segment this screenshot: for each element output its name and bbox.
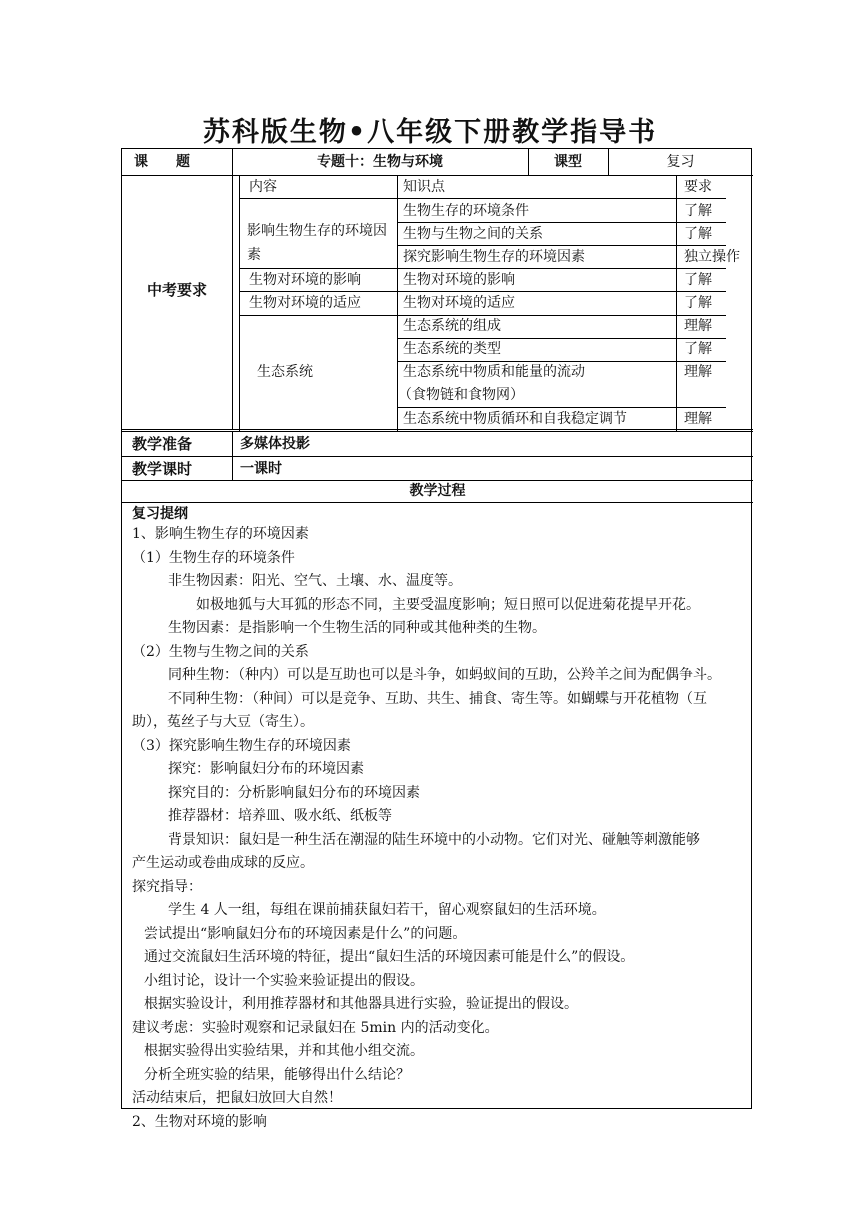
process-line: 同种生物：（种内）可以是互助也可以是斗争，如蚂蚁间的互助，公羚羊之间为配偶争斗。 (168, 667, 721, 683)
process-line: 探究目的：分析影响鼠妇分布的环境因素 (168, 784, 420, 801)
process-line: 背景知识：鼠妇是一种生活在潮湿的陆生环境中的小动物。它们对光、碰触等刺激能够 (168, 831, 700, 848)
subject-label: 课 题 (134, 154, 190, 170)
process-line: 分析全班实验的结果，能够得出什么结论？ (144, 1066, 410, 1083)
requirement-cell: 理解 (684, 364, 712, 380)
col-header-knowledge: 知识点 (403, 179, 445, 195)
process-line: 建议考虑：实验时观察和记录鼠妇在 5min 内的活动变化。 (132, 1019, 499, 1036)
type-value: 复习 (666, 154, 695, 170)
content-cell: 生物对环境的影响 (249, 272, 361, 288)
requirement-cell: 了解 (684, 341, 712, 357)
process-line: 探究指导： (132, 878, 202, 895)
lesson-plan-table (121, 148, 752, 1130)
knowledge-cell: 生态系统的类型 (403, 341, 501, 357)
requirement-cell: 理解 (684, 411, 712, 427)
process-line: 不同种生物：（种间）可以是竞争、互助、共生、捕食、寄生等。如蝴蝶与开花植物（互 (168, 690, 707, 707)
knowledge-cell: 生物与生物之间的关系 (403, 226, 543, 242)
process-line: 如极地狐与大耳狐的形态不同，主要受温度影响；短日照可以促进菊花提早开花。 (196, 596, 700, 613)
process-line: 推荐器材：培养皿、吸水纸、纸板等 (168, 808, 392, 824)
process-line: 生物因素：是指影响一个生物生活的同种或其他种类的生物。 (168, 620, 546, 636)
process-body (130, 523, 745, 1134)
outline-heading: 复习提纲 (132, 506, 188, 522)
process-line: 2、生物对环境的影响 (132, 1113, 267, 1130)
process-line: 非生物因素：阳光、空气、土壤、水、温度等。 (168, 573, 462, 589)
process-line: 1、影响生物生存的环境因素 (132, 526, 309, 542)
process-line: （1）生物生存的环境条件 (132, 549, 295, 566)
process-line: 小组讨论，设计一个实验来验证提出的假设。 (144, 972, 424, 989)
prep-label: 教学准备 (132, 435, 193, 453)
process-line: 活动结束后，把鼠妇放回大自然！ (132, 1090, 342, 1106)
process-line: （3）探究影响生物生存的环境因素 (132, 737, 351, 754)
requirement-cell: 了解 (684, 203, 712, 219)
process-line: 根据实验得出实验结果，并和其他小组交流。 (144, 1043, 424, 1059)
topic-value: 专题十：生物与环境 (317, 154, 443, 170)
hours-label: 教学课时 (132, 460, 193, 478)
knowledge-cell: 生物生存的环境条件 (403, 203, 529, 219)
col-header-content: 内容 (249, 179, 277, 195)
knowledge-cell-note: （食物链和食物网） (398, 387, 524, 403)
prep-value: 多媒体投影 (240, 436, 310, 452)
content-cell: 生态系统 (257, 364, 313, 380)
process-heading: 教学过程 (409, 483, 466, 499)
process-line: 助），菟丝子与大豆（寄生）。 (132, 714, 314, 730)
requirement-cell: 理解 (684, 318, 712, 334)
process-line: 学生 4 人一组，每组在课前捕获鼠妇若干，留心观察鼠妇的生活环境。 (168, 902, 606, 918)
knowledge-cell: 生物对环境的影响 (403, 272, 515, 288)
requirement-cell: 了解 (684, 272, 712, 288)
knowledge-cell: 生态系统的组成 (403, 318, 501, 334)
document-title: 苏科版生物•八年级下册教学指导书 (202, 117, 658, 148)
process-line: 根据实验设计，利用推荐器材和其他器具进行实验，验证提出的假设。 (144, 996, 578, 1012)
process-line: （2）生物与生物之间的关系 (132, 643, 309, 660)
col-header-requirement: 要求 (684, 179, 712, 195)
knowledge-cell: 生物对环境的适应 (403, 295, 515, 311)
requirement-cell: 了解 (684, 295, 712, 311)
type-label: 课型 (554, 154, 582, 170)
process-line: 尝试提出“影响鼠妇分布的环境因素是什么”的问题。 (144, 925, 467, 942)
process-line: 探究：影响鼠妇分布的环境因素 (168, 761, 364, 777)
hours-value: 一课时 (240, 461, 282, 477)
requirement-cell: 独立操作 (684, 249, 740, 265)
knowledge-cell: 探究影响生物生存的环境因素 (403, 249, 585, 265)
content-cell: 生物对环境的适应 (249, 295, 361, 311)
knowledge-cell: 生态系统中物质循环和自我稳定调节 (403, 411, 627, 427)
process-line: 产生运动或卷曲成球的反应。 (132, 855, 314, 871)
content-cell: 影响生物生存的环境因素 (247, 223, 387, 263)
knowledge-cell: 生态系统中物质和能量的流动 (403, 364, 585, 380)
requirements-label: 中考要求 (146, 281, 207, 299)
process-line: 通过交流鼠妇生活环境的特征，提出“鼠妇生活的环境因素可能是什么”的假设。 (144, 949, 635, 965)
requirement-cell: 了解 (684, 226, 712, 242)
